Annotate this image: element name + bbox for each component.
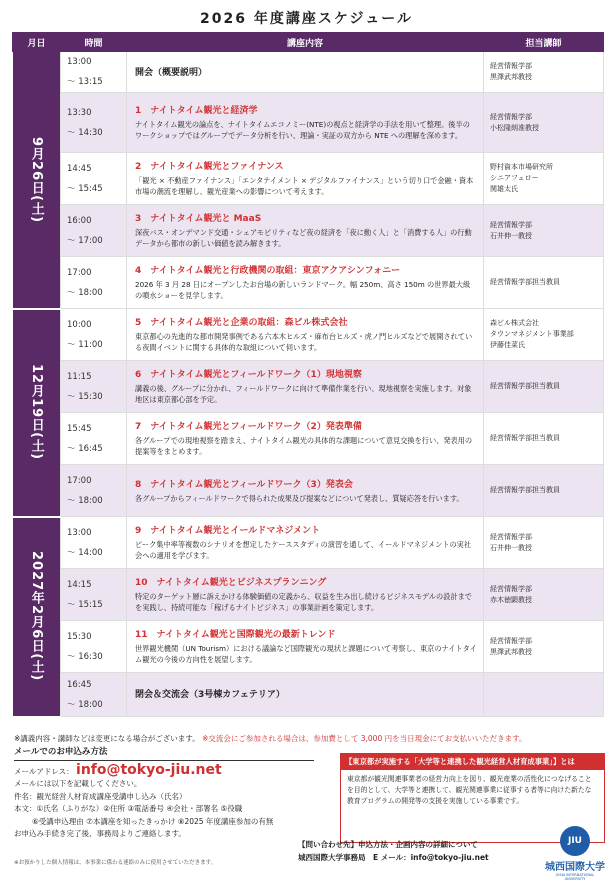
time-cell [61,361,127,413]
start-time: 17:00 [67,267,92,278]
time-cell [61,153,127,205]
session-description: ナイトタイム観光の論点を、ナイトタイムエコノミー(NTE)の視点と経済学の手法を用いて整理。後半のワークショップではグループでデータ分析を行い、理論・実証の双方から NTE への理解を深めます。 [135,120,470,140]
end-time: 〜 14:00 [67,547,103,558]
time-cell [61,309,127,361]
start-time: 13:00 [67,57,92,67]
session-row [13,309,604,361]
session-title: 3 ナイトタイム観光と MaaS [135,214,262,224]
session-description: 東京都心の先進的な都市開発事例である六本木ヒルズ・麻布台ヒルズ・虎ノ門ヒルズなどで展開されている夜間イベントに関する具体的な取組について伺います。 [135,332,473,352]
session-title: 9 ナイトタイム観光とイールドマネジメント [135,526,321,536]
end-time: 〜 13:15 [67,77,103,87]
session-date: 9月26日(土) [28,136,44,223]
session-description: 各グループからフィールドワークで得られた成果及び提案などについて発表し、質疑応答を行います。 [135,493,464,503]
start-time: 15:30 [67,631,92,642]
application-line: ⑥受講申込理由 ⑦本講座を知ったきっかけ ⑧2025 年度講座参加の有無 [32,816,274,826]
content-cell [127,205,484,257]
time-cell [61,621,127,673]
lecturer-cell: 経営情報学部担当教員 [484,361,604,413]
session-title: 1 ナイトタイム観光と経済学 [135,106,258,116]
session-row [13,413,604,465]
session-row [13,569,604,621]
start-time: 16:45 [67,679,92,690]
session-row [13,257,604,309]
lecturer-cell: 経営情報学部担当教員 [484,465,604,517]
session-description: 特定のターゲット層に訴えかける体験価値の定義から、収益を生み出し続けるビジネスモデルの設計までを実践し、持続可能な「稼げるナイトビジネス」の事業計画を策定します。 [135,592,472,612]
content-cell [127,517,484,569]
session-row [13,153,604,205]
lecturer-cell: 経営情報学部担当教員 [484,257,604,309]
content-cell [127,52,484,93]
start-time: 14:45 [67,163,92,174]
contact-info [298,838,528,864]
session-title: 5 ナイトタイム観光と企業の取組：森ビル株式会社 [135,318,348,328]
logo-name: 城西国際大学 [545,862,605,873]
lecturer-cell: 経営情報学部 赤木徳顕教授 [484,569,604,621]
application-section [14,746,314,841]
session-title: 11 ナイトタイム観光と国際観光の最新トレンド [135,630,336,640]
session-description: 2026 年 3 月 28 日にオープンしたお台場の新しいランドマーク。幅 250m、高さ 150m の世界最大級の噴水ショーを見学します。 [135,280,471,300]
lecturer-cell: 経営情報学部担当教員 [484,413,604,465]
lecturer-cell: 経営情報学部 黒澤武邦教授 [484,621,604,673]
session-title: 4 ナイトタイム観光と行政機関の取組：東京アクアシンフォニー [135,266,401,276]
content-cell [127,361,484,413]
content-cell [127,673,484,717]
header-lecturer: 担当講師 [484,33,604,52]
program-info-body: 東京都が観光関連事業者の経営力向上を図り、観光産業の活性化につなげることを目的として、大学等と連携して、観光関連事業に従事する者等に向けた新たな教育プログラムの開発等の支援を実施している事業です。 [347,775,592,805]
time-cell [61,93,127,153]
session-title: 開会（概要説明） [135,67,208,78]
time-cell [61,673,127,717]
content-cell [127,413,484,465]
session-description: 講義の後、グループに分かれ、フィールドワークに向けて準備作業を行い、現地視察を実施します。対象地区は東京都心部を予定。 [135,384,472,404]
session-title: 6 ナイトタイム観光とフィールドワーク（1）現地視察 [135,370,362,380]
application-line: お申込み手続き完了後、事務局よりご連絡します。 [14,829,186,838]
session-description: 世界観光機関（UN Tourism）における議論など国際観光の現状と課題について考察し、東京のナイトタイム観光の今後の方向性を展望します。 [135,644,477,664]
date-cell [13,52,61,309]
lecturer-cell: 経営情報学部 黒澤武邦教授 [484,52,604,93]
time-cell [61,257,127,309]
session-description: 深夜バス・オンデマンド交通・シェアモビリティなど夜の経済を「夜に動く人」と「消費する人」の行動データから都市の新しい価値を読み解きます。 [135,228,472,248]
session-row [13,673,604,717]
application-line: 本文：①氏名（ふりがな）②住所 ③電話番号 ④会社・部署名 ⑤役職 [14,804,243,813]
content-cell [127,465,484,517]
content-cell [127,93,484,153]
time-cell [61,569,127,621]
email-link[interactable]: info@tokyo-jiu.net [76,761,222,778]
session-row [13,93,604,153]
program-info-heading: 【東京都が実施する「大学等と連携した観光経営人材育成事業」】とは [341,754,604,770]
application-heading: メールでのお申込み方法 [14,746,314,761]
session-description: ピーク集中率等複数のシナリオを想定したケーススタディの演習を通して、イールドマネジメントの実社会への適用を学びます。 [135,540,472,560]
content-cell [127,153,484,205]
content-cell [127,621,484,673]
header-content: 講座内容 [127,33,484,52]
lecturer-cell: 経営情報学部 石井伸一教授 [484,517,604,569]
session-row [13,205,604,257]
end-time: 〜 18:00 [67,699,103,710]
session-date: 12月19日(土) [28,364,44,461]
session-title: 2 ナイトタイム観光とファイナンス [135,162,284,172]
date-cell [13,309,61,517]
session-date: 2027年2月6日(土) [28,551,44,682]
end-time: 〜 17:00 [67,235,103,246]
start-time: 10:00 [67,319,92,330]
session-description: 「観光 × 不動産ファイナンス」「エンタテイメント × デジタルファイナンス」という切り口で金融・資本市場の潮流を理解し、観光産業への影響について考えます。 [135,176,474,196]
contact-line: 城西国際大学事務局 E メール：info@tokyo-jiu.net [298,853,489,862]
application-line: 件名：観光経営人材育成講座受講申し込み（氏名） [14,791,187,801]
start-time: 11:15 [67,371,92,382]
time-cell [61,413,127,465]
logo-english: JOSAI INTERNATIONAL UNIVERSITY [555,873,595,881]
table-header-row [13,33,604,52]
note-left: ※講義内容・講師などは変更になる場合がございます。 [14,734,200,743]
email-row [14,761,314,779]
session-row [13,517,604,569]
university-logo [545,826,605,881]
time-cell [61,52,127,93]
date-cell [13,517,61,717]
lecturer-cell [484,673,604,717]
start-time: 16:00 [67,215,92,226]
end-time: 〜 15:45 [67,183,103,194]
lecturer-cell: 野村資本市場研究所 シニアフェロー 関雄太氏 [484,153,604,205]
header-time: 時間 [61,33,127,52]
header-date: 月日 [13,33,61,52]
lecturer-cell: 経営情報学部 石井伸一教授 [484,205,604,257]
privacy-note: ※お預かりした個人情報は、本事業に係わる連絡のみに使用させていただきます。 [14,860,217,866]
end-time: 〜 16:30 [67,651,103,662]
schedule-body [13,52,604,717]
start-time: 17:00 [67,475,92,486]
content-cell [127,309,484,361]
time-cell [61,517,127,569]
lecturer-cell: 森ビル株式会社 タウンマネジメント事業部 伊藤佳菜氏 [484,309,604,361]
note-right: ※交流会にご参加される場合は、参加費として 3,000 円を当日現金にてお支払いいただきます。 [202,734,527,743]
logo-mark: JIU [560,826,590,856]
email-label: メールアドレス： [14,766,74,776]
end-time: 〜 16:45 [67,443,103,454]
end-time: 〜 11:00 [67,339,103,350]
session-description: 各グループでの現地視察を踏まえ、ナイトタイム観光の具体的な課題について意見交換を行い、発表用の提案等をまとめます。 [135,436,473,456]
session-title: 8 ナイトタイム観光とフィールドワーク（3）発表会 [135,479,353,490]
contact-line: 【問い合わせ先】申込方法・企画内容の詳細について [298,840,478,849]
session-row [13,361,604,413]
time-cell [61,465,127,517]
end-time: 〜 15:30 [67,391,103,402]
session-title: 10 ナイトタイム観光とビジネスプランニング [135,578,327,588]
notes [14,733,527,744]
session-title: 7 ナイトタイム観光とフィールドワーク（2）発表準備 [135,422,362,432]
session-row [13,621,604,673]
end-time: 〜 18:00 [67,287,103,298]
session-title: 閉会＆交流会（3号棟カフェテリア） [135,690,285,700]
time-cell [61,205,127,257]
session-row [13,52,604,93]
start-time: 14:15 [67,579,92,590]
content-cell [127,569,484,621]
session-row [13,465,604,517]
page-title: 2026 年度講座スケジュール [200,11,413,27]
end-time: 〜 18:00 [67,495,103,506]
end-time: 〜 14:30 [67,127,103,138]
schedule-table [12,32,604,718]
content-cell [127,257,484,309]
start-time: 13:00 [67,527,92,538]
start-time: 15:45 [67,423,92,434]
end-time: 〜 15:15 [67,599,103,610]
application-line: メールには以下を記載してください。 [14,779,142,788]
lecturer-cell: 経営情報学部 小松隆朗准教授 [484,93,604,153]
start-time: 13:30 [67,107,92,118]
